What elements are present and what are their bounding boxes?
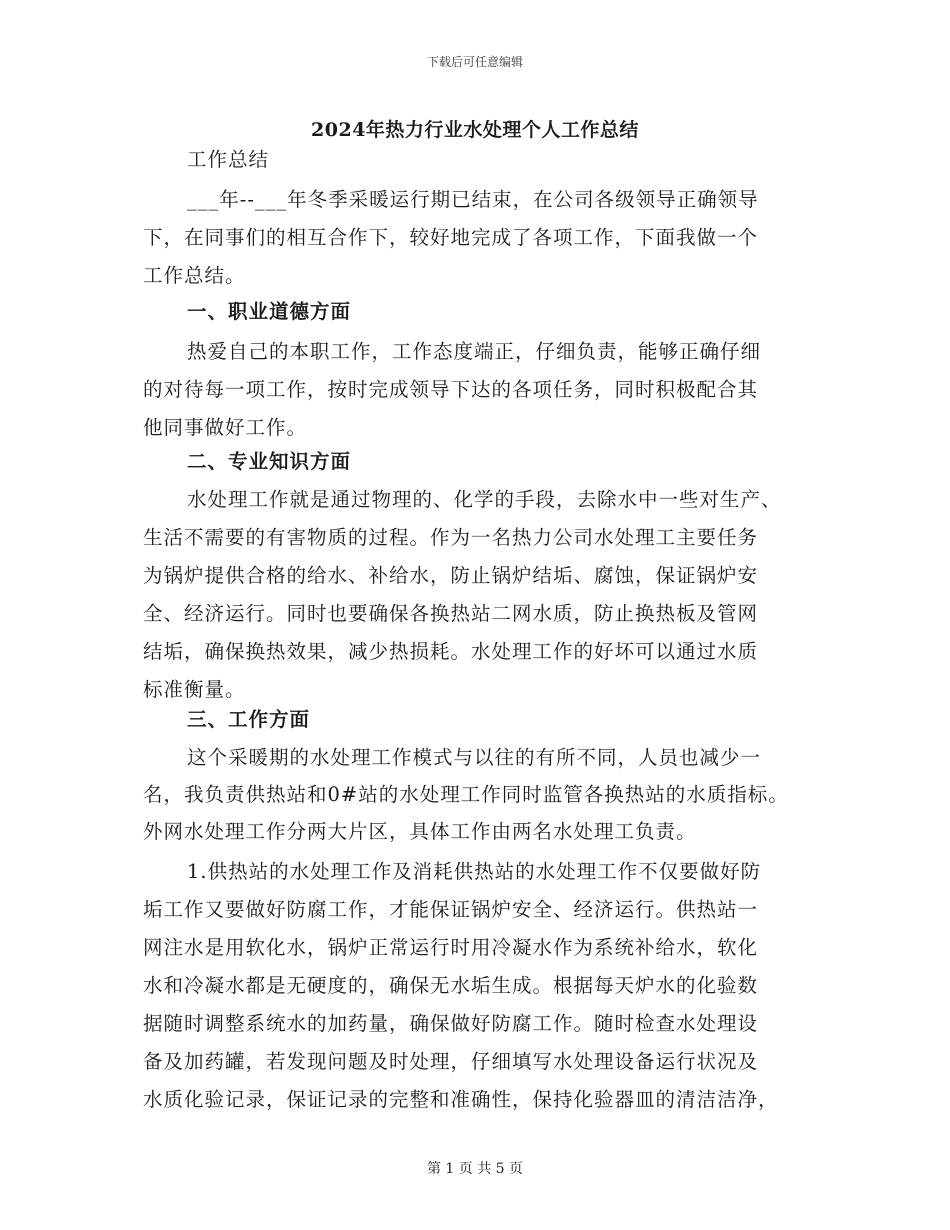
paragraph-line: 工作总结。 <box>143 264 246 287</box>
section-heading: 二、专业知识方面 <box>187 450 352 473</box>
paragraph-line: 全、经济运行。同时也要确保各换热站二网水质，防止换热板及管网 <box>143 602 759 625</box>
paragraph-line: 为锅炉提供合格的给水、补给水，防止锅炉结垢、腐蚀，保证锅炉安 <box>143 564 759 587</box>
paragraph-line: 热爱自己的本职工作，工作态度端正，仔细负责，能够正确仔细 <box>187 340 762 363</box>
section-heading: 三、工作方面 <box>187 708 311 731</box>
header-note: 下载后可任意编辑 <box>426 55 523 69</box>
paragraph-line: 名，我负责供热站和0#站的水处理工作同时监管各换热站的水质指标。 <box>143 783 789 806</box>
paragraph-line: 生活不需要的有害物质的过程。作为一名热力公司水处理工主要任务 <box>143 526 759 549</box>
section-heading: 一、职业道德方面 <box>187 300 352 323</box>
paragraph-line: 网注水是用软化水，锅炉正常运行时用冷凝水作为系统补给水，软化 <box>143 936 759 959</box>
paragraph-line: 垢工作又要做好防腐工作，才能保证锅炉安全、经济运行。供热站一 <box>143 898 759 921</box>
paragraph-line: 结垢，确保换热效果，减少热损耗。水处理工作的好坏可以通过水质 <box>143 640 759 663</box>
section-label: 工作总结 <box>187 148 270 171</box>
paragraph-line: 外网水处理工作分两大片区，具体工作由两名水处理工负责。 <box>143 820 697 843</box>
paragraph-line: 他同事做好工作。 <box>143 416 308 439</box>
paragraph-line: 1.供热站的水处理工作及消耗供热站的水处理工作不仅要做好防 <box>187 860 762 883</box>
paragraph-line: 备及加药罐，若发现问题及时处理，仔细填写水处理设备运行状况及 <box>143 1050 759 1073</box>
paragraph-line: 水处理工作就是通过物理的、化学的手段，去除水中一些对生产、 <box>187 488 782 511</box>
paragraph-line: 标准衡量。 <box>143 678 246 701</box>
paragraph-line: 的对待每一项工作，按时完成领导下达的各项任务，同时积极配合其 <box>143 378 759 401</box>
document-title: 2024年热力行业水处理个人工作总结 <box>311 119 639 141</box>
paragraph-line: 水和冷凝水都是无硬度的，确保无水垢生成。根据每天炉水的化验数 <box>143 974 759 997</box>
page-footer: 第 1 页 共 5 页 <box>426 1161 524 1177</box>
paragraph-line: 下，在同事们的相互合作下，较好地完成了各项工作，下面我做一个 <box>143 226 759 249</box>
paragraph-line: 这个采暖期的水处理工作模式与以往的有所不同，人员也减少一 <box>187 746 762 769</box>
paragraph-line: 水质化验记录，保证记录的完整和准确性，保持化验器皿的清洁洁净， <box>143 1088 779 1111</box>
paragraph-line: ___年--___年冬季采暖运行期已结束，在公司各级领导正确领导 <box>187 188 759 211</box>
paragraph-line: 据随时调整系统水的加药量，确保做好防腐工作。随时检查水处理设 <box>143 1012 759 1035</box>
